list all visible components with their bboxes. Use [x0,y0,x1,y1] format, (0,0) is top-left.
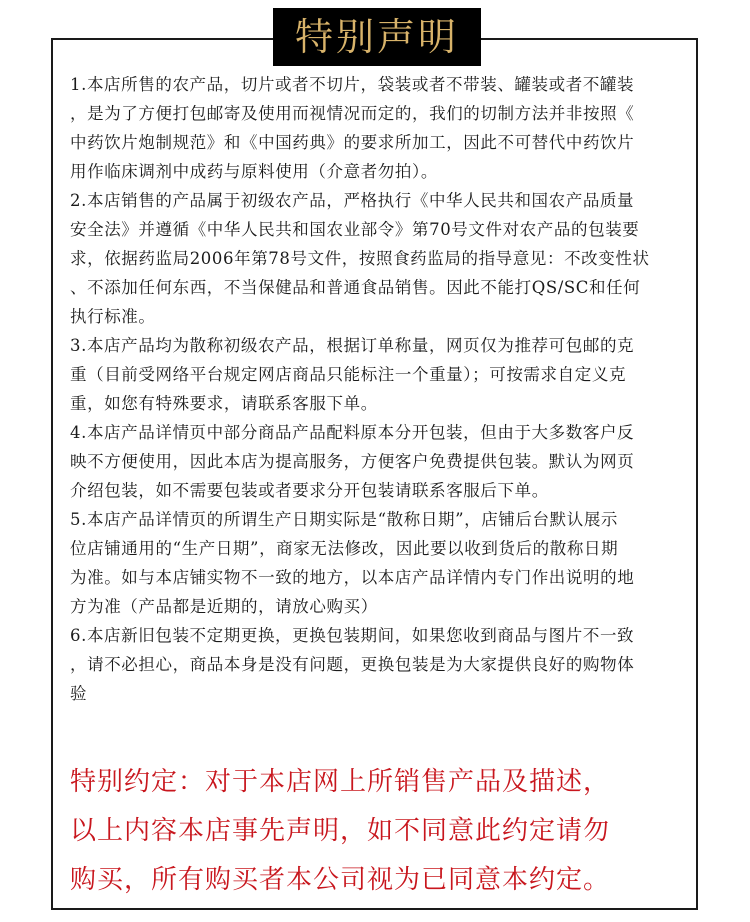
statement-item-6 [70,621,690,708]
statement-line: 5.本店产品详情页的所谓生产日期实际是“散称日期”，店铺后台默认展示 [70,510,619,529]
statement-line: 验 [70,684,88,703]
statement-line: 3.本店产品均为散称初级农产品，根据订单称量，网页仅为推荐可包邮的克 [70,336,635,355]
statement-item-5 [70,505,690,621]
title-banner [273,8,481,66]
statement-line: 1.本店所售的农产品，切片或者不切片，袋装或者不带装、罐装或者不罐装 [70,75,635,94]
statement-line: 4.本店产品详情页中部分商品产品配料原本分开包装，但由于大多数客户反 [70,423,635,442]
statement-line: 用作临床调剂中成药与原料使用（介意者勿拍）。 [70,162,438,181]
page-title: 特别声明 [294,15,459,59]
statement-line: 2.本店销售的产品属于初级农产品，严格执行《中华人民共和国农产品质量 [70,191,635,210]
statement-item-4 [70,418,690,505]
statement-item-3 [70,331,690,418]
statement-line: 中药饮片炮制规范》和《中国药典》的要求所加工，因此不可替代中药饮片 [70,133,635,152]
statement-line: 重（目前受网络平台规定网店商品只能标注一个重量）；可按需求自定义克 [70,365,627,384]
notice-line: 以上内容本店事先声明，如不同意此约定请勿 [70,816,611,846]
statement-item-2 [70,186,690,331]
statement-line: ，是为了方便打包邮寄及使用而视情况而定的，我们的切制方法并非按照《 [70,104,635,123]
statement-line: 、不添加任何东西，不当保健品和普通食品销售。因此不能打QS/SC和任何 [70,278,641,297]
statement-line: 求，依据药监局2006年第78号文件，按照食药监局的指导意见：不改变性状 [70,249,650,268]
statement-body [70,70,690,708]
statement-line: 6.本店新旧包装不定期更换，更换包装期间，如果您收到商品与图片不一致 [70,626,635,645]
statement-line: 安全法》并遵循《中华人民共和国农业部令》第70号文件对农产品的包装要 [70,220,640,239]
notice-line: 特别约定：对于本店网上所销售产品及描述， [70,767,611,797]
notice-line: 购买，所有购买者本公司视为已同意本约定。 [70,865,611,895]
statement-item-1 [70,70,690,186]
statement-line: 位店铺通用的“生产日期”，商家无法修改，因此要以收到货后的散称日期 [70,539,619,558]
statement-line: 执行标准。 [70,307,156,326]
statement-line: 映不方便使用，因此本店为提高服务，方便客户免费提供包装。默认为网页 [70,452,635,471]
statement-line: 方为准（产品都是近期的，请放心购买） [70,597,378,616]
statement-line: 介绍包装，如不需要包装或者要求分开包装请联系客服后下单。 [70,481,549,500]
statement-line: ，请不必担心，商品本身是没有问题，更换包装是为大家提供良好的购物体 [70,655,635,674]
special-agreement-notice [70,758,690,905]
statement-line: 为准。如与本店铺实物不一致的地方，以本店产品详情内专门作出说明的地 [70,568,635,587]
statement-line: 重，如您有特殊要求，请联系客服下单。 [70,394,378,413]
